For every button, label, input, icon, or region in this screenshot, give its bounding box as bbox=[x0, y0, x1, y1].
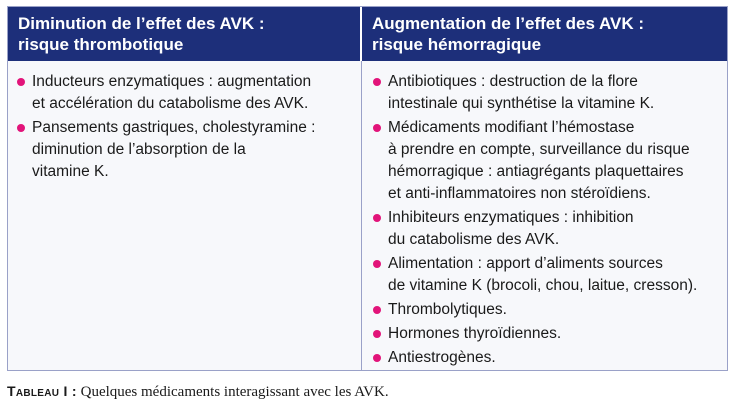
bullet-icon bbox=[373, 78, 381, 86]
list-item bbox=[16, 117, 361, 183]
item-line: du catabolisme des AVK. bbox=[388, 231, 560, 248]
header-line: Diminution de l’effet des AVK : bbox=[18, 14, 265, 33]
item-line: diminution de l’absorption de la bbox=[32, 141, 246, 158]
column-increase-effect bbox=[362, 61, 727, 370]
list-item bbox=[372, 347, 727, 369]
header-line: risque thrombotique bbox=[18, 35, 184, 54]
item-line: et anti-inflammatoires non stéroïdiens. bbox=[388, 185, 651, 202]
table-header-row bbox=[8, 7, 727, 61]
bullet-icon bbox=[373, 124, 381, 132]
item-line: Inhibiteurs enzymatiques : inhibition bbox=[388, 209, 634, 226]
caption-text: Quelques médicaments interagissant avec les AVK. bbox=[76, 384, 389, 400]
header-decrease-effect bbox=[8, 7, 362, 61]
item-line: Pansements gastriques, cholestyramine : bbox=[32, 119, 316, 136]
list-item bbox=[372, 117, 727, 205]
interaction-table bbox=[7, 6, 728, 371]
header-line: risque hémorragique bbox=[372, 35, 542, 54]
header-line: Augmentation de l’effet des AVK : bbox=[372, 14, 645, 33]
item-line: et accélération du catabolisme des AVK. bbox=[32, 95, 309, 112]
item-line: Antiestrogènes. bbox=[388, 349, 496, 366]
bullet-icon bbox=[17, 78, 25, 86]
list-item bbox=[16, 71, 361, 115]
list-item bbox=[372, 323, 727, 345]
list-item bbox=[372, 71, 727, 115]
bullet-icon bbox=[373, 354, 381, 362]
item-line: hémorragique : antiagrégants plaquettaires bbox=[388, 163, 684, 180]
item-line: de vitamine K (brocoli, chou, laitue, cresson). bbox=[388, 277, 698, 294]
bullet-icon bbox=[373, 214, 381, 222]
caption-label: Tableau I : bbox=[7, 383, 77, 399]
header-increase-effect bbox=[362, 7, 727, 61]
bullet-icon bbox=[373, 330, 381, 338]
table-caption bbox=[7, 383, 389, 401]
item-line: Alimentation : apport d’aliments sources bbox=[388, 255, 663, 272]
bullet-icon bbox=[17, 124, 25, 132]
list-item bbox=[372, 207, 727, 251]
item-line: Antibiotiques : destruction de la flore bbox=[388, 73, 638, 90]
list-item bbox=[372, 253, 727, 297]
column-decrease-effect bbox=[8, 61, 362, 370]
item-line: vitamine K. bbox=[32, 163, 109, 180]
item-line: Inducteurs enzymatiques : augmentation bbox=[32, 73, 312, 90]
list-item bbox=[372, 299, 727, 321]
item-line: Thrombolytiques. bbox=[388, 301, 507, 318]
bullet-icon bbox=[373, 306, 381, 314]
item-line: intestinale qui synthétise la vitamine K. bbox=[388, 95, 655, 112]
item-line: Médicaments modifiant l’hémostase bbox=[388, 119, 635, 136]
item-line: Hormones thyroïdiennes. bbox=[388, 325, 562, 342]
bullet-icon bbox=[373, 260, 381, 268]
item-line: à prendre en compte, surveillance du risque bbox=[388, 141, 690, 158]
